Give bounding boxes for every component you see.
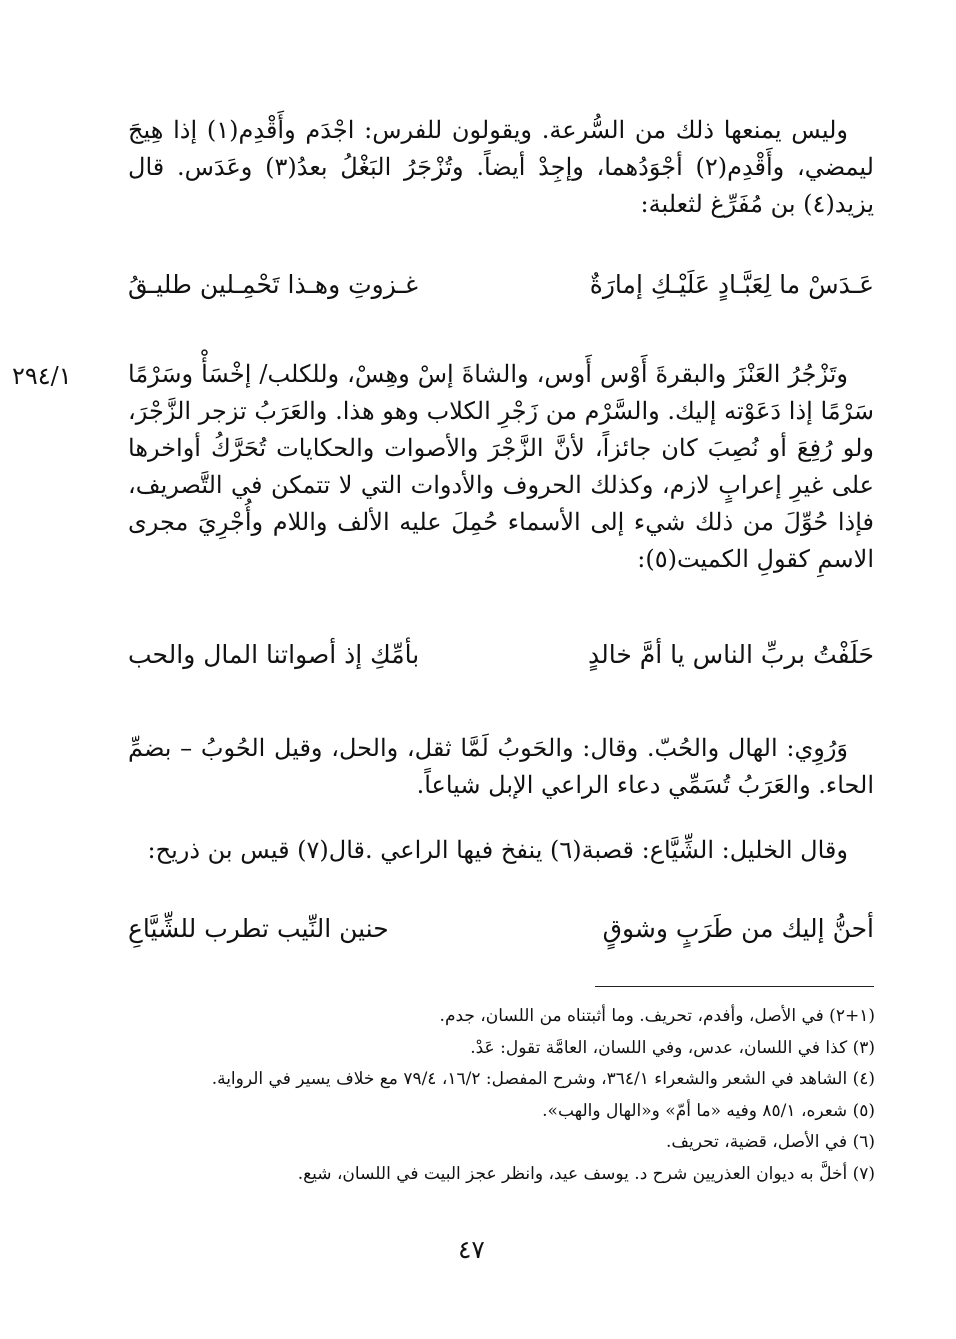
footnote: (٧) أخلَّ به ديوان العذريين شرح د. يوسف عيد، وانظر عجز البيت في اللسان، شيع. — [297, 1163, 875, 1184]
verse-2-second-hemistich: بأمِّكِ إذ أصواتنا المال والحب — [128, 640, 420, 669]
paragraph-4-text: وقال الخليل: الشِّيَّاع: قصبة(٦) ينفخ فيها الراعي .قال(٧) قيس بن ذريح: — [147, 836, 848, 864]
paragraph-3-text: وَرُوِي: الهال والحُبّ. وقال: والحَوبُ لَمَّا ثقل، والحل، وقيل الحُوبُ – بضمِّ الحاء. والعَرَبُ تُسَمِّي دعاء الراعي الإبل شياعاً. — [128, 734, 874, 799]
verse-2-first-hemistich: حَلَفْتُ بربِّ الناس يا أمَّ خالدٍ — [588, 640, 874, 669]
footnotes — [150, 1001, 875, 1190]
footnote-separator — [595, 986, 874, 987]
verse-1-second-hemistich: غـزوتِ وهـذا تَحْمِـلين طليـقُ — [128, 270, 418, 299]
footnote: (٣) كذا في اللسان، عدس، وفي اللسان، العامَّة تقول: عَدْ. — [470, 1037, 875, 1058]
paragraph-1-text: وليس يمنعها ذلك من السُّرعة. ويقولون للفرس: اجْدَم وأَقْدِم(١) إذا هِيجَ ليمضي، وأَقْدِم(٢) أجْوَدُهما، وإجِدْ أيضاً. وتُزْجَرُ البَغْلُ بعدُ(٣) وعَدَس. قال يزيد(٤) بن مُفَرِّغ لثعلبة: — [128, 116, 874, 218]
footnote: (١+٢) في الأصل، وأفدم، تحريف. وما أثبتناه من اللسان، جدم. — [439, 1006, 875, 1026]
page-number: ٤٧ — [458, 1235, 485, 1264]
margin-page-reference: ٢٩٤/١ — [12, 362, 72, 390]
verse-3-second-hemistich: حنين النِّيب تطرب للشِّيَّاعِ — [128, 914, 389, 943]
verse-1-first-hemistich: عَـدَسْ ما لِعَبَّـادٍ عَلَيْـكِ إمارَةٌ — [589, 270, 874, 299]
paragraph-3 — [128, 730, 874, 804]
paragraph-4 — [128, 832, 874, 869]
paragraph-2 — [128, 356, 874, 578]
paragraph-1 — [128, 112, 874, 223]
footnote: (٦) في الأصل، قضية، تحريف. — [666, 1132, 875, 1152]
verse-3-first-hemistich: أحنُّ إليك من طَرَبٍ وشوقٍ — [602, 914, 874, 943]
paragraph-2-text: وتَزْجُرُ العَنْزَ والبقرةَ أَوْس أَوس، والشاةَ إسْ وهِسْ، وللكلب/ إخْسَأْ وسَرْمًا سَرْمًا إذا دَعَوْته إليك. والسَّرْم من زَجْرِ الكلاب وهو هذا. والعَرَبُ تزجر الزَّجْرَ، ولو رُفِعَ أو نُصِبَ كان جائزاً، لأنَّ الزَّجْرَ والأصوات والحكايات تُحَرَّكُ أواخرها على غيرِ إعرابٍ لازم، وكذلك الحروف والأدوات التي لا تتمكن في التَّصريف، فإذا حُوِّلَ من ذلك شيء إلى الأسماء حُمِلَ عليه الألف واللام وأُجْرِيَ مجرى الاسمِ كقولِ الكميت(٥): — [128, 360, 874, 573]
footnote: (٤) الشاهد في الشعر والشعراء ٣٦٤/١، وشرح المفصل: ١٦/٢، ٧٩/٤ مع خلاف يسير في الرواية. — [211, 1069, 875, 1089]
footnote: (٥) شعره، ٨٥/١ وفيه «ما أمّ» و«الهال والهب». — [542, 1100, 875, 1121]
